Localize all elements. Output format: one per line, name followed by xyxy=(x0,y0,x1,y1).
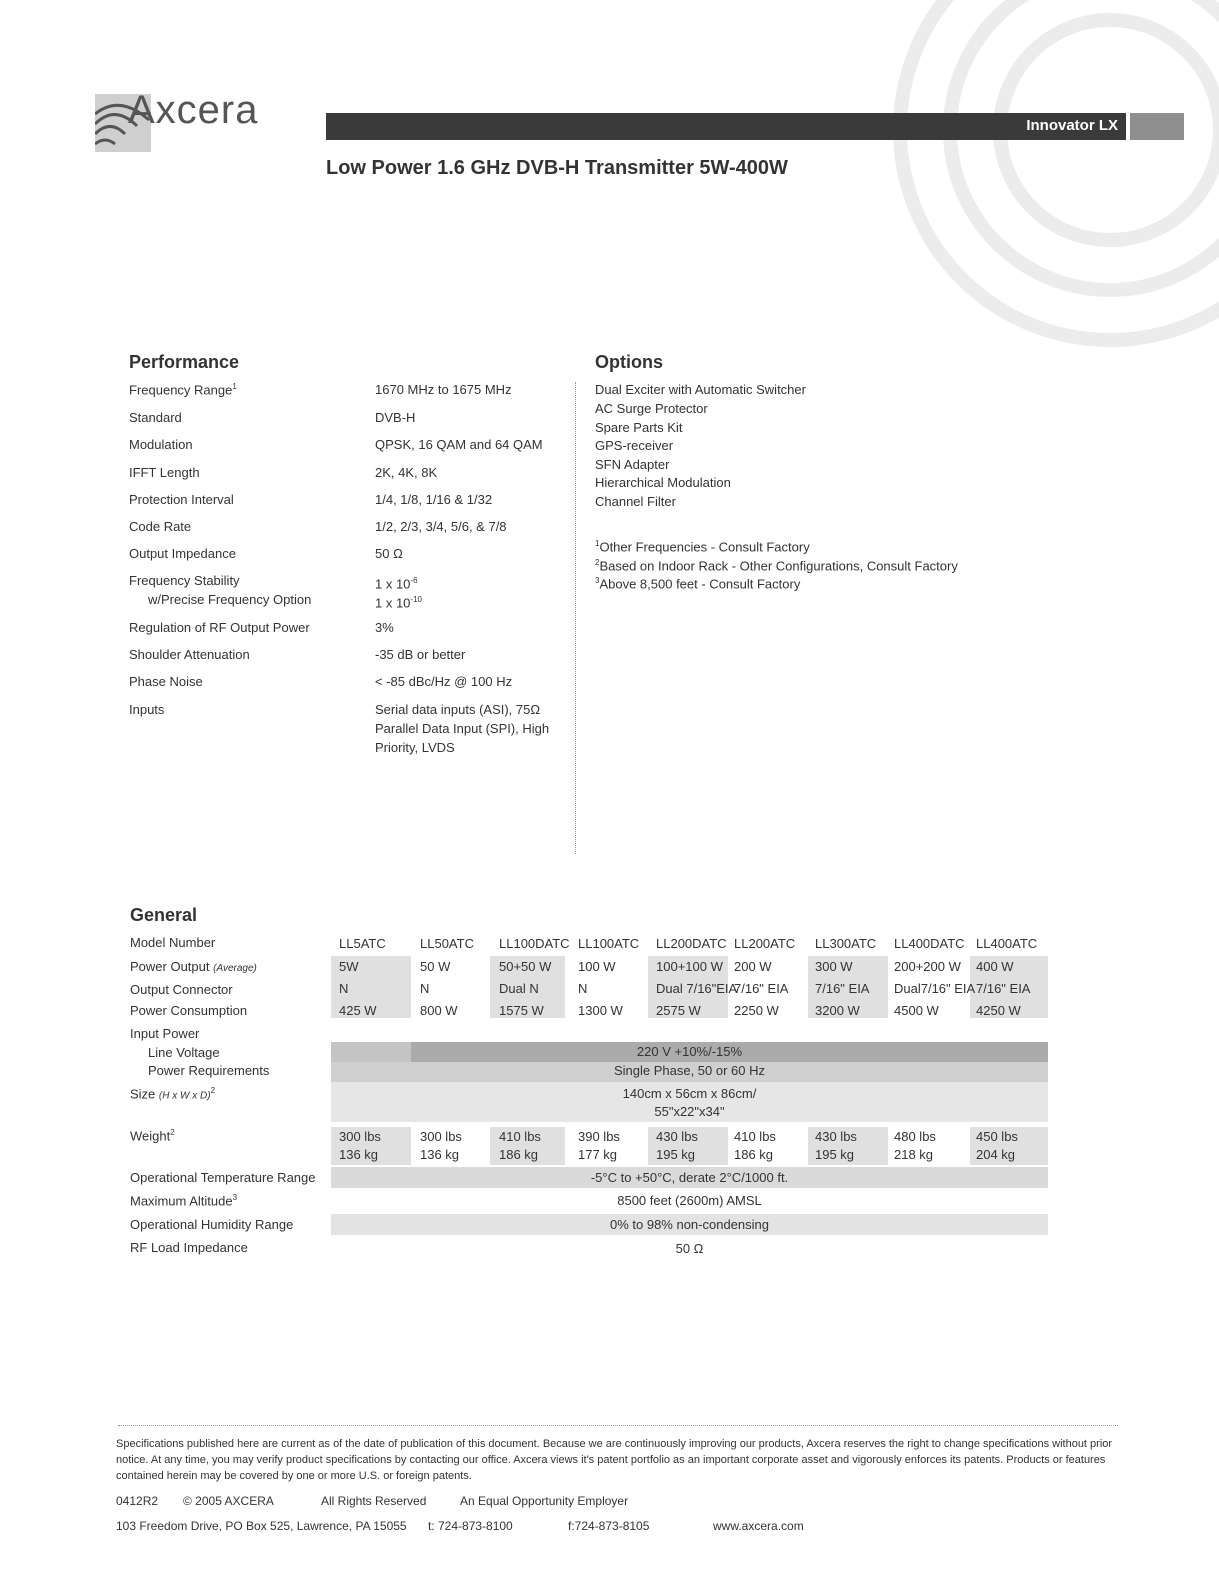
general-heading: General xyxy=(130,905,198,925)
model-model-cell: LL100DATC xyxy=(499,936,570,951)
perf-label-standard: Standard xyxy=(129,410,182,425)
option-item: SFN Adapter xyxy=(595,457,670,472)
footnote-2: $^2$Based on Indoor Rack - Other Configurations, Consult Factory xyxy=(595,558,958,574)
model-weight-kg-cell: 136 kg xyxy=(339,1147,379,1162)
logo-wordmark: Axcera xyxy=(128,88,259,132)
model-consumption-cell: 3200 W xyxy=(815,1003,860,1018)
phone: t: 724-873-8100 xyxy=(428,1519,513,1533)
model-connector-cell: Dual 7/16"EIA xyxy=(656,981,738,996)
gen-label-model: Model Number xyxy=(130,935,216,950)
perf-value-protection-interval: 1/4, 1/8, 1/16 & 1/32 xyxy=(375,492,493,507)
model-weight-kg-cell: 186 kg xyxy=(499,1147,539,1162)
model-consumption-cell: 1575 W xyxy=(499,1003,544,1018)
model-model-cell: LL400DATC xyxy=(894,936,965,951)
model-weight-lbs-cell: 300 lbs xyxy=(420,1129,462,1144)
model-model-cell: LL100ATC xyxy=(578,936,640,951)
model-weight-kg-cell: 136 kg xyxy=(420,1147,460,1162)
perf-label-rf-regulation: Regulation of RF Output Power xyxy=(129,620,310,635)
option-item: Hierarchical Modulation xyxy=(595,475,731,490)
perf-label-output-impedance: Output Impedance xyxy=(129,546,236,561)
model-weight-lbs-cell: 410 lbs xyxy=(734,1129,776,1144)
model-output-cell: 200+200 W xyxy=(894,959,961,974)
model-weight-lbs-cell: 450 lbs xyxy=(976,1129,1018,1144)
model-consumption-cell: 800 W xyxy=(420,1003,458,1018)
power-req-value: Single Phase, 50 or 60 Hz xyxy=(613,1063,766,1078)
banner-label: Innovator LX xyxy=(1026,117,1118,134)
perf-label-inputs: Inputs xyxy=(129,702,165,717)
size-value-1: 140cm x 56cm x 86cm/ xyxy=(622,1086,757,1101)
address: 103 Freedom Drive, PO Box 525, Lawrence, PA 15055 xyxy=(116,1519,407,1533)
perf-value-output-impedance: 50 Ω xyxy=(375,546,403,561)
model-output-cell: 50+50 W xyxy=(499,959,552,974)
performance-heading: Performance xyxy=(129,352,240,372)
model-weight-lbs-cell: 390 lbs xyxy=(578,1129,620,1144)
gen-label-line-voltage: Line Voltage xyxy=(148,1045,220,1060)
column-divider xyxy=(575,382,576,854)
model-output-cell: 400 W xyxy=(976,959,1014,974)
gen-label-connector: Output Connector xyxy=(130,982,233,997)
footer-divider xyxy=(118,1425,1118,1426)
perf-value-phase-noise: < -85 dBc/Hz @ 100 Hz xyxy=(375,674,513,689)
model-weight-lbs-cell: 430 lbs xyxy=(815,1129,857,1144)
model-connector-cell: N xyxy=(339,981,349,996)
gen-label-input-power: Input Power xyxy=(130,1026,200,1041)
gen-label-size: Size (H x W x D)$^2$ xyxy=(130,1086,216,1102)
website-link[interactable]: www.axcera.com xyxy=(713,1519,804,1533)
model-weight-kg-cell: 186 kg xyxy=(734,1147,774,1162)
perf-value-ifft-length: 2K, 4K, 8K xyxy=(375,465,438,480)
perf-label-code-rate: Code Rate xyxy=(129,519,192,534)
model-model-cell: LL50ATC xyxy=(420,936,474,951)
size-value-2: 55"x22"x34" xyxy=(654,1104,725,1119)
perf-label-modulation: Modulation xyxy=(129,437,193,452)
gen-label-power-req: Power Requirements xyxy=(148,1063,270,1078)
model-consumption-cell: 4250 W xyxy=(976,1003,1021,1018)
perf-value-code-rate: 1/2, 2/3, 3/4, 5/6, & 7/8 xyxy=(375,519,507,534)
perf-value-inputs-2: Parallel Data Input (SPI), High xyxy=(375,721,550,736)
model-consumption-cell: 425 W xyxy=(339,1003,377,1018)
model-output-cell: 50 W xyxy=(420,959,451,974)
model-connector-cell: Dual N xyxy=(499,981,539,996)
footnote-3: $^3$Above 8,500 feet - Consult Factory xyxy=(595,576,801,592)
model-model-cell: LL200DATC xyxy=(656,936,727,951)
option-item: Dual Exciter with Automatic Switcher xyxy=(595,382,806,397)
option-item: Spare Parts Kit xyxy=(595,420,683,435)
model-weight-lbs-cell: 430 lbs xyxy=(656,1129,698,1144)
line-voltage-value: 220 V +10%/-15% xyxy=(636,1044,743,1059)
perf-label-frequency-range: Frequency Range$^1$ xyxy=(129,382,237,398)
gen-label-consumption: Power Consumption xyxy=(130,1003,248,1018)
model-connector-cell: 7/16" EIA xyxy=(734,981,789,996)
option-item: GPS-receiver xyxy=(595,438,674,453)
option-item: AC Surge Protector xyxy=(595,401,708,416)
gen-label-altitude: Maximum Altitude$^3$ xyxy=(130,1193,238,1209)
model-model-cell: LL400ATC xyxy=(976,936,1038,951)
document-title: Low Power 1.6 GHz DVB-H Transmitter 5W-400W xyxy=(326,157,788,179)
model-output-cell: 5W xyxy=(339,959,359,974)
perf-label-shoulder-attenuation: Shoulder Attenuation xyxy=(129,647,250,662)
model-consumption-cell: 4500 W xyxy=(894,1003,939,1018)
model-output-cell: 100+100 W xyxy=(656,959,723,974)
perf-value-frequency-range: 1670 MHz to 1675 MHz xyxy=(375,382,512,397)
footnote-1: $^1$Other Frequencies - Consult Factory xyxy=(595,539,810,555)
model-model-cell: LL200ATC xyxy=(734,936,796,951)
model-weight-lbs-cell: 480 lbs xyxy=(894,1129,936,1144)
gen-label-power-output: Power Output (Average) xyxy=(130,959,257,974)
gen-label-temp: Operational Temperature Range xyxy=(130,1170,316,1185)
perf-label-precise-frequency: w/Precise Frequency Option xyxy=(148,592,312,607)
perf-value-modulation: QPSK, 16 QAM and 64 QAM xyxy=(375,437,543,452)
model-model-cell: LL300ATC xyxy=(815,936,877,951)
gen-label-weight: Weight$^2$ xyxy=(130,1128,175,1144)
perf-label-frequency-stability: Frequency Stability xyxy=(129,573,240,588)
perf-value-inputs-1: Serial data inputs (ASI), 75Ω xyxy=(375,702,541,717)
model-connector-cell: Dual7/16" EIA xyxy=(894,981,976,996)
gen-label-rf-load: RF Load Impedance xyxy=(130,1240,248,1255)
perf-value-rf-regulation: 3% xyxy=(375,620,394,635)
gen-label-humidity: Operational Humidity Range xyxy=(130,1217,294,1232)
model-weight-lbs-cell: 410 lbs xyxy=(499,1129,541,1144)
humidity-value: 0% to 98% non-condensing xyxy=(609,1217,769,1232)
banner-end-block xyxy=(1130,113,1184,140)
model-output-cell: 200 W xyxy=(734,959,772,974)
perf-label-protection-interval: Protection Interval xyxy=(129,492,234,507)
model-consumption-cell: 2575 W xyxy=(656,1003,701,1018)
altitude-value: 8500 feet (2600m) AMSL xyxy=(617,1193,762,1208)
perf-value-precise-frequency: 1 x $10^{-10}$ xyxy=(375,595,422,611)
model-weight-kg-cell: 195 kg xyxy=(656,1147,696,1162)
perf-value-inputs-3: Priority, LVDS xyxy=(375,740,455,755)
perf-value-frequency-stability: 1 x $10^{-6}$ xyxy=(375,576,418,592)
disclaimer-text: Specifications published here are current as of the date of publication of this document. Because we are continuously improving our products, Axcera reserves the right to change specifications without prior notice. At any time, you may verify product specifications by contacting our office. Axcera views it's patent portfolio as an important corporate asset and vigorously enforces its patents. Products or features contained herein may be covered by one or more U.S. or foreign patents. xyxy=(116,1438,1113,1482)
model-consumption-cell: 1300 W xyxy=(578,1003,623,1018)
model-weight-kg-cell: 204 kg xyxy=(976,1147,1016,1162)
decorative-arcs xyxy=(780,0,1219,380)
rights: All Rights Reserved xyxy=(321,1494,427,1508)
model-consumption-cell: 2250 W xyxy=(734,1003,779,1018)
model-weight-kg-cell: 195 kg xyxy=(815,1147,855,1162)
model-weight-kg-cell: 218 kg xyxy=(894,1147,934,1162)
model-connector-cell: N xyxy=(420,981,430,996)
model-connector-cell: 7/16" EIA xyxy=(815,981,870,996)
perf-label-phase-noise: Phase Noise xyxy=(129,674,203,689)
model-weight-lbs-cell: 300 lbs xyxy=(339,1129,381,1144)
doc-code: 0412R2 xyxy=(116,1494,159,1508)
model-connector-cell: 7/16" EIA xyxy=(976,981,1031,996)
model-connector-cell: N xyxy=(578,981,588,996)
perf-value-shoulder-attenuation: -35 dB or better xyxy=(375,647,466,662)
header-banner xyxy=(326,113,1126,140)
model-weight-kg-cell: 177 kg xyxy=(578,1147,618,1162)
options-heading: Options xyxy=(595,352,663,372)
rf-load-value: 50 Ω xyxy=(675,1241,704,1256)
perf-value-standard: DVB-H xyxy=(375,410,416,425)
perf-label-ifft-length: IFFT Length xyxy=(129,465,200,480)
copyright: © 2005 AXCERA xyxy=(183,1494,274,1508)
option-item: Channel Filter xyxy=(595,494,676,509)
equal-opportunity: An Equal Opportunity Employer xyxy=(460,1494,629,1508)
temp-value: -5°C to +50°C, derate 2°C/1000 ft. xyxy=(590,1170,789,1185)
model-output-cell: 100 W xyxy=(578,959,616,974)
fax: f:724-873-8105 xyxy=(568,1519,650,1533)
model-model-cell: LL5ATC xyxy=(339,936,386,951)
model-output-cell: 300 W xyxy=(815,959,853,974)
